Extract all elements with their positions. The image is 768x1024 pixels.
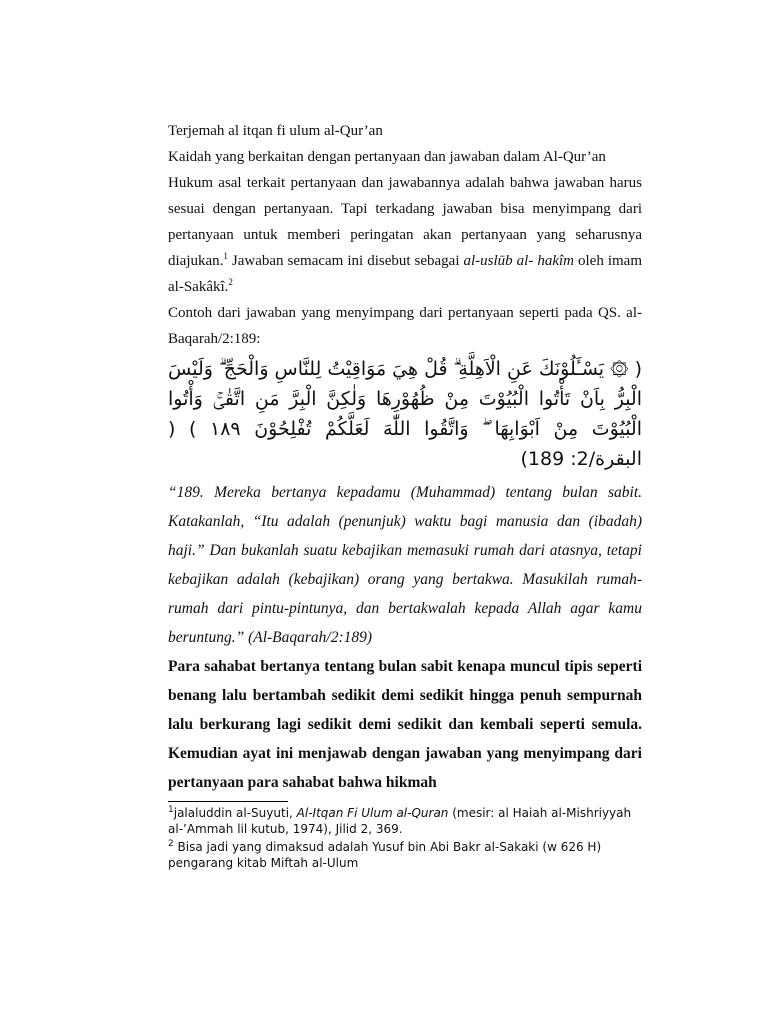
- footnote-author: jalaluddin al-Suyuti,: [173, 806, 297, 820]
- document-title: Terjemah al itqan fi ulum al-Qur’an: [168, 123, 383, 139]
- verse-translation: “189. Mereka bertanya kepadamu (Muhammad) tentang bulan sabit. Katakanlah, “Itu adalah (penunjuk) waktu bagi manusia dan (ibadah) haji.” Dan bukanlah suatu kebajikan memasuki rumah dari atasnya, tetapi kebajikan adalah (kebajikan) orang yang bertakwa. Masukilah rumah-rumah dari pintu-pintunya, dan bertakwalah kepada Allah agar kamu beruntung.” (Al-Baqarah/2:189): [168, 484, 642, 646]
- footnote-text: Bisa jadi yang dimaksud adalah Yusuf bin Abi Bakr al-Sakaki (w 626 H) pengarang kitab Miftah al-Ulum: [168, 840, 602, 870]
- paragraph-text: oleh imam al-Sakâkî.: [168, 253, 642, 295]
- footnote-number: 1: [168, 805, 174, 815]
- page-content: [168, 118, 642, 873]
- paragraph-text: Hukum asal terkait pertanyaan dan jawabannya adalah bahwa jawaban harus sesuai dengan pertanyaan. Tapi terkadang jawaban bisa menyimpang dari pertanyaan untuk memberi peringatan akan pertanyaan yang seharusnya diajukan.: [168, 175, 642, 269]
- paragraph-contoh: Contoh dari jawaban yang menyimpang dari pertanyaan seperti pada QS. al-Baqarah/2:189:: [168, 305, 642, 347]
- arabic-verse: ( ۞ يَسْـَٔلُوْنَكَ عَنِ الْاَهِلَّةِ ۗ قُلْ هِيَ مَوَاقِيْتُ لِلنَّاسِ وَالْحَجِّ ۗ وَلَيْسَ الْبِرُّ بِاَنْ تَأْتُوا الْبُيُوْتَ مِنْ ظُهُوْرِهَا وَلٰكِنَّ الْبِرَّ مَنِ اتَّقٰىۚ وَأْتُوا الْبُيُوْتَ مِنْ اَبْوَابِهَا ۖ وَاتَّقُوا اللّٰهَ لَعَلَّكُمْ تُفْلِحُوْنَ ١٨٩ ) ( البقرة/2: 189): [168, 358, 642, 470]
- footnote-text: (mesir: al Haiah al-Mishriyyah al-’Ammah lil kutub, 1974), Jilid 2, 369.: [168, 806, 632, 836]
- explanation-paragraph: Para sahabat bertanya tentang bulan sabit kenapa muncul tipis seperti benang lalu bertambah sedikit demi sedikit hingga penuh sempurnah lalu berkurang lagi sedikit demi sedikit dan kembali seperti semula. Kemudian ayat ini menjawab dengan jawaban yang menyimpang dari pertanyaan para sahabat bahwa hikmah: [168, 658, 642, 791]
- footnote-divider: [168, 801, 288, 802]
- paragraph-hukum-asal: [168, 170, 642, 300]
- section-heading: Kaidah yang berkaitan dengan pertanyaan dan jawaban dalam Al-Qur’an: [168, 149, 606, 165]
- paragraph-text: Jawaban semacam ini disebut sebagai: [227, 253, 464, 269]
- term-al-uslub: al-uslūb al- hakîm: [463, 253, 574, 269]
- footnote-2: [168, 839, 642, 871]
- footnote-ref-2[interactable]: 2: [228, 277, 233, 287]
- footnote-1: [168, 805, 642, 837]
- footnote-ref-1[interactable]: 1: [223, 251, 228, 261]
- footnote-book-title: Al-Itqan Fi Ulum al-Quran: [296, 806, 449, 820]
- footnote-number: 2: [168, 839, 174, 849]
